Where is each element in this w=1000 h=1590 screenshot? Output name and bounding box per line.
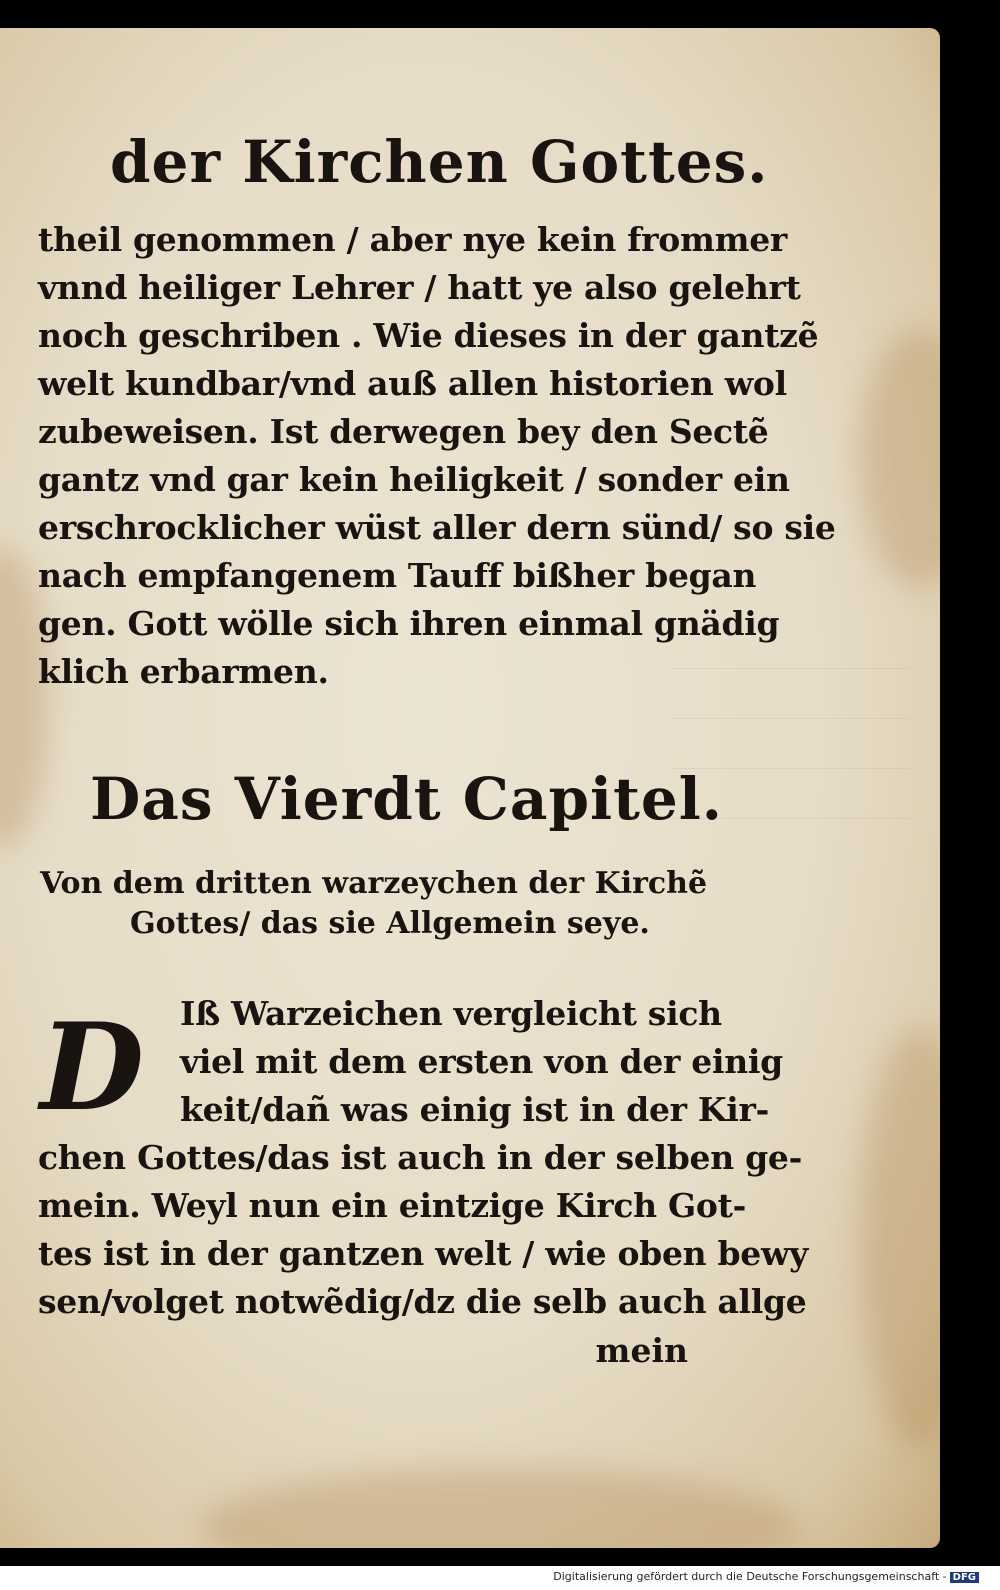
chapter-title: Das Vierdt Capitel. [90,765,723,833]
page-stain [860,328,940,588]
body-line: erschrocklicher wüst aller dern sünd/ so sie [38,508,836,547]
chapter-subtitle: Von dem dritten warzeychen der Kirchẽ [40,866,708,901]
body-line: keit/dañ was einig ist in der Kir- [180,1090,770,1129]
body-line: tes ist in der gantzen welt / wie oben bewy [38,1234,808,1273]
body-line: welt kundbar/vnd auß allen historien wol [38,364,787,403]
body-line: nach empfangenem Tauff bißher began [38,556,757,595]
chapter-subtitle: Gottes/ das sie Allgemein seye. [130,906,650,941]
running-head: der Kirchen Gottes. [110,128,769,196]
body-line: mein. Weyl nun ein eintzige Kirch Got- [38,1186,746,1225]
body-line: vnnd heiliger Lehrer / hatt ye also gelehrt [38,268,801,307]
body-line: sen/volget notwẽdig/dz die selb auch allge [38,1282,807,1321]
body-line: gantz vnd gar kein heiligkeit / sonder ein [38,460,790,499]
body-line: theil genommen / aber nye kein frommer [38,220,787,259]
bleed-through [670,668,910,669]
body-line: Iß Warzeichen vergleicht sich [180,994,722,1033]
body-line: chen Gottes/das ist auch in der selben ge- [38,1138,802,1177]
bleed-through [670,718,910,719]
digitization-credit [550,1569,982,1584]
body-line: zubeweisen. Ist derwegen bey den Sectẽ [38,412,769,451]
body-line: gen. Gott wölle sich ihren einmal gnädig [38,604,780,643]
dfg-logo: DFG [950,1572,979,1583]
body-line: viel mit dem ersten von der einig [180,1042,783,1081]
book-page [0,28,940,1548]
catchword: mein [595,1331,688,1370]
decorated-initial: D [40,997,145,1138]
body-line: klich erbarmen. [38,652,329,691]
body-line: noch geschriben . Wie dieses in der gantzẽ [38,316,819,355]
page-stain [200,1468,800,1548]
page-stain [860,1028,940,1448]
credit-text: Digitalisierung gefördert durch die Deutsche Forschungsgemeinschaft - [553,1570,947,1583]
